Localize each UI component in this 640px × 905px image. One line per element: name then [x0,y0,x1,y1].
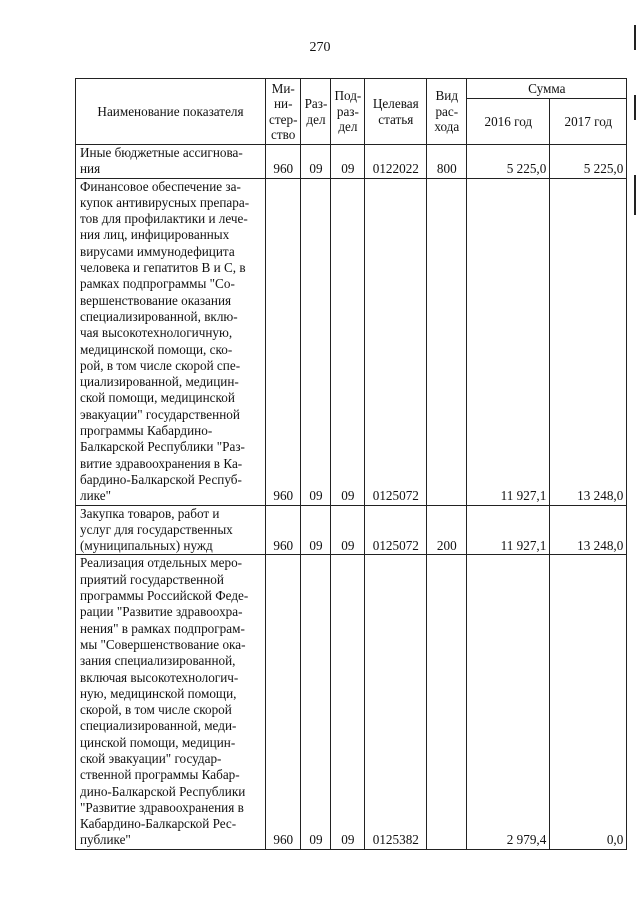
cell-expense-type [427,178,467,505]
cell-expense-type [427,555,467,849]
header-2016: 2016 год [467,99,550,145]
table-row [76,145,627,179]
cell-section: 09 [301,555,331,849]
cell-section: 09 [301,505,331,555]
cell-expense-type: 200 [427,505,467,555]
scan-edge-mark [634,95,636,120]
cell-subsection: 09 [331,505,365,555]
cell-y2017: 5 225,0 [550,145,627,179]
header-2017: 2017 год [550,99,627,145]
cell-subsection: 09 [331,145,365,179]
cell-target: 0125072 [365,505,427,555]
cell-target: 0125072 [365,178,427,505]
cell-target: 0125382 [365,555,427,849]
table-row [76,555,627,849]
scan-edge-mark [634,175,636,215]
header-section: Раз- дел [301,79,331,145]
header-subsection: Под- раз- дел [331,79,365,145]
table-row [76,178,627,505]
header-target: Целевая статья [365,79,427,145]
cell-y2016: 2 979,4 [467,555,550,849]
cell-section: 09 [301,145,331,179]
cell-y2017: 13 248,0 [550,178,627,505]
page-number: 270 [309,40,331,55]
cell-expense-type: 800 [427,145,467,179]
header-expense-type: Вид рас- хода [427,79,467,145]
table-row [76,505,627,555]
cell-y2016: 5 225,0 [467,145,550,179]
cell-y2016: 11 927,1 [467,178,550,505]
cell-name: Иные бюджетные ассигнова- ния [76,145,266,179]
cell-target: 0122022 [365,145,427,179]
cell-section: 09 [301,178,331,505]
cell-ministry: 960 [266,145,301,179]
cell-name: Финансовое обеспечение за- купок антивирусных препара- тов для профилактики и лече- ния лиц, инфицированных вирусами иммунодефицита человека и гепатитов В и С, в рамках подпрограммы "Со- вершенствование оказания специализированной, вклю- чая высокотехнологичную, медицинской помощи, ско- рой, в том числе скорой спе- циализированной, медицин- ской помощи, медицинской эвакуации" государственной программы Кабардино- Балкарской Республики "Раз- витие здравоохранения в Ка- бардино-Балкарской Респуб- лике" [76,178,266,505]
cell-name: Закупка товаров, работ и услуг для государственных (муниципальных) нужд [76,505,266,555]
cell-ministry: 960 [266,178,301,505]
cell-name: Реализация отдельных меро- приятий государственной программы Российской Феде- рации "Развитие здравоохра- нения" в рамках подпрограм- мы "Совершенствование ока- зания специализированной, включая высокотехнологич- ную, медицинской помощи, скорой, в том числе скорой специализированной, меди- цинской помощи, медицин- ской эвакуации" государ- ственной программы Кабар- дино-Балкарской Республики "Развитие здравоохранения в Кабардино-Балкарской Рес- публике" [76,555,266,849]
cell-y2017: 13 248,0 [550,505,627,555]
scan-edge-mark [634,25,636,50]
cell-subsection: 09 [331,555,365,849]
header-ministry: Ми- ни- стер- ство [266,79,301,145]
header-sum: Сумма [467,79,627,99]
cell-y2016: 11 927,1 [467,505,550,555]
header-name: Наименование показателя [76,79,266,145]
cell-subsection: 09 [331,178,365,505]
budget-table [75,78,627,850]
cell-ministry: 960 [266,555,301,849]
cell-ministry: 960 [266,505,301,555]
cell-y2017: 0,0 [550,555,627,849]
